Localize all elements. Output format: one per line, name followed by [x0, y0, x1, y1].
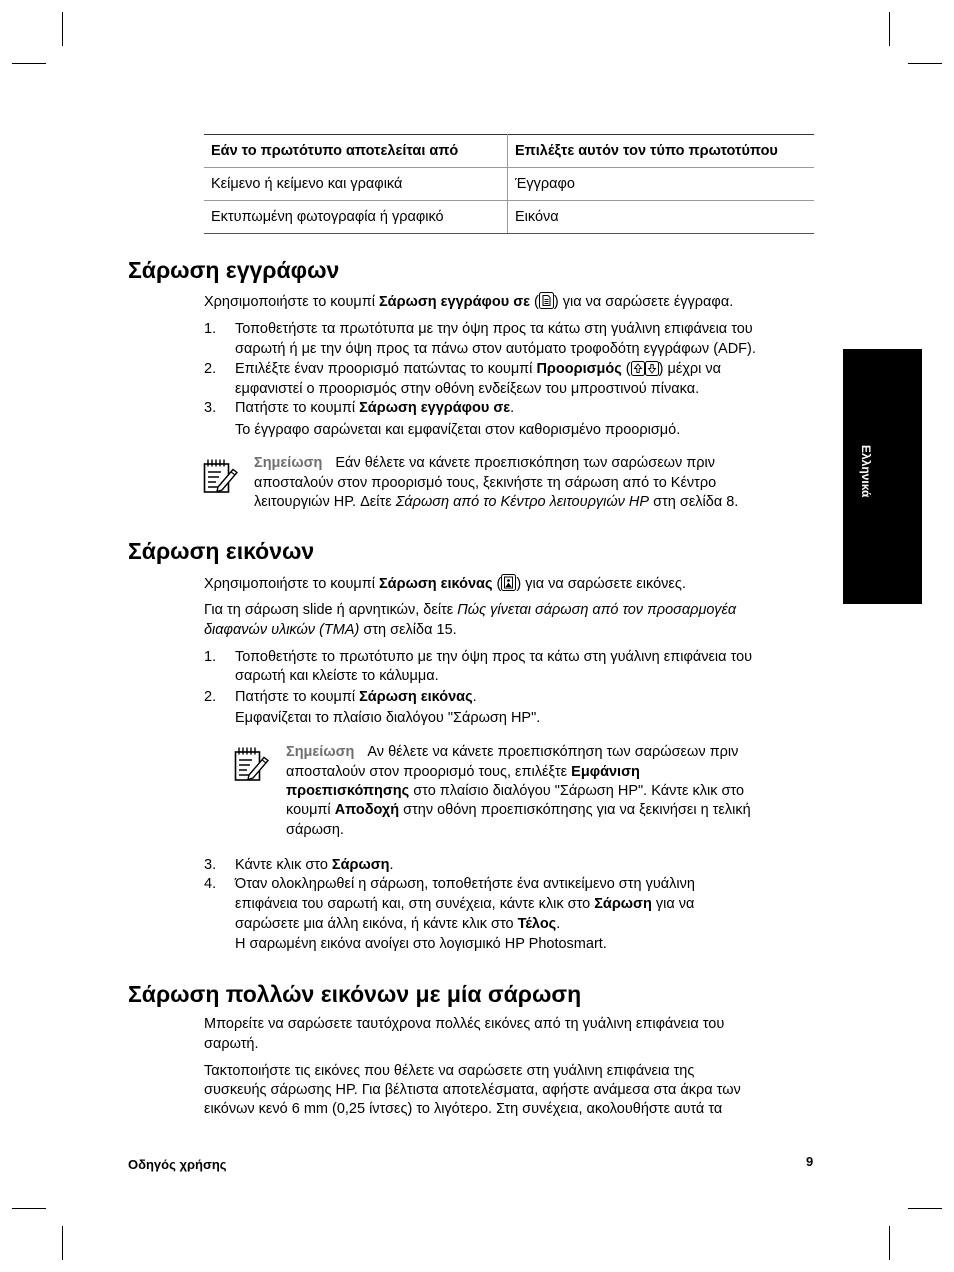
step-number: 3.: [204, 857, 217, 873]
note-label: Σημείωση: [286, 744, 355, 760]
language-label: Ελληνικά: [859, 445, 873, 498]
note-icon: [234, 745, 270, 782]
language-side-tab: [843, 349, 922, 604]
page-number: 9: [806, 1154, 814, 1169]
crop-mark-bottom-right-horizontal: [908, 1208, 942, 1209]
button-name: Προορισμός: [536, 361, 622, 377]
tma-text: στη σελίδα 15.: [359, 622, 457, 638]
button-name: Σάρωση εγγράφου σε: [378, 294, 531, 310]
note-text: [254, 453, 715, 473]
scan-picture-icon: [501, 574, 516, 591]
tma-text: Για τη σάρωση slide ή αρνητικών, δείτε: [204, 602, 458, 618]
step-text-segment: Τοποθετήστε το πρωτότυπο με την όψη προς τα κάτω στη γυάλινη επιφάνεια του: [235, 649, 753, 665]
cross-reference-link[interactable]: Πώς γίνεται σάρωση από τον προσαρμογέα: [457, 602, 737, 618]
step-text-segment: σαρωτή ή με την όψη προς τα πάνω στον αυτόματο τροφοδότη εγγράφων (ADF).: [235, 341, 756, 357]
destination-down-icon: [645, 361, 659, 376]
table-cell: Κείμενο ή κείμενο και γραφικά: [204, 168, 508, 201]
step-text-segment: εμφανιστεί ο προορισμός στην οθόνη ενδείξεων του μπροστινού πίνακα.: [235, 381, 700, 397]
step-text: [235, 666, 439, 686]
step-text-segment: για να: [651, 896, 695, 912]
note-text: [286, 800, 751, 820]
step-number: 2.: [204, 689, 217, 705]
step-text-segment: ) μέχρι να: [658, 361, 722, 377]
table-header: Εάν το πρωτότυπο αποτελείται από: [204, 135, 508, 168]
footer-guide-title: Οδηγός χρήσης: [128, 1157, 227, 1172]
paragraph-line: εικόνων κενό 6 mm (0,25 ίντσες) το λιγότερο. Στη συνέχεια, ακολουθήστε αυτά τα: [204, 1101, 723, 1117]
step-text: [235, 319, 753, 339]
table-cell: Εικόνα: [508, 201, 815, 234]
note-text: [286, 742, 738, 762]
note-text-segment: στην οθόνη προεπισκόπησης για να ξεκινήσει η τελική: [399, 802, 751, 818]
table-header-row: [204, 135, 814, 168]
step-text-segment: (: [621, 361, 631, 377]
cross-reference-link[interactable]: Σάρωση από το Κέντρο λειτουργιών HP: [395, 494, 650, 510]
crop-mark-bottom-left-vertical: [62, 1226, 63, 1260]
step-text: [235, 647, 752, 667]
crop-mark-bottom-right-vertical: [889, 1226, 890, 1260]
note-icon: [203, 457, 239, 494]
note-text: [286, 762, 640, 782]
step-text-segment: .: [472, 689, 477, 705]
note-text-segment: αποσταλούν στον προορισμό τους, ξεκινήστε τη σάρωση από το Κέντρο: [254, 475, 717, 491]
step-result: Η σαρωμένη εικόνα ανοίγει στο λογισμικό HP Photosmart.: [235, 936, 607, 952]
scan-documents-intro: [204, 292, 733, 312]
step-text: [235, 398, 514, 418]
crop-mark-top-left-vertical: [62, 12, 63, 46]
note-text-segment: σάρωση.: [286, 822, 344, 838]
note-label: Σημείωση: [254, 455, 323, 471]
original-type-table: [204, 134, 814, 234]
table-row: [204, 168, 814, 201]
step-text-segment: Επιλέξτε έναν προορισμό πατώντας το κουμπί: [235, 361, 537, 377]
step-text-segment: .: [389, 857, 394, 873]
paragraph-line: Τακτοποιήστε τις εικόνες που θέλετε να σαρώσετε στη γυάλινη επιφάνεια της: [204, 1063, 695, 1079]
step-text: [235, 874, 695, 894]
paragraph-line: Μπορείτε να σαρώσετε ταυτόχρονα πολλές εικόνες από τη γυάλινη επιφάνεια του: [204, 1016, 725, 1032]
step-text-segment: Όταν ολοκληρωθεί η σάρωση, τοποθετήστε ένα αντικείμενο στη γυάλινη: [235, 876, 695, 892]
paragraph-line: συσκευής σάρωσης HP. Για βέλτιστα αποτελέσματα, αφήστε ανάμεσα στα άκρα των: [204, 1082, 741, 1098]
button-name: Τέλος: [517, 916, 557, 932]
note-text-segment: στη σελίδα 8.: [649, 494, 739, 510]
step-number: 1.: [204, 321, 217, 337]
intro-text: (: [530, 294, 539, 310]
step-text: [235, 894, 694, 914]
table-row: [204, 201, 814, 234]
step-text: [235, 359, 721, 379]
note-text-segment: λειτουργιών HP. Δείτε: [254, 494, 396, 510]
intro-text: ) για να σαρώσετε έγγραφα.: [553, 294, 734, 310]
cross-reference-link[interactable]: διαφανών υλικών (TMA): [204, 622, 360, 638]
step-text-segment: .: [510, 400, 515, 416]
tma-reference: [204, 620, 457, 640]
step-text-segment: σαρωτή και κλείστε το κάλυμμα.: [235, 668, 439, 684]
step-text: [235, 379, 699, 399]
step-text: [235, 339, 756, 359]
step-text-segment: Κάντε κλικ στο: [235, 857, 332, 873]
note-text: [254, 473, 716, 493]
button-name: Σάρωση: [594, 896, 652, 912]
intro-text: Χρησιμοποιήστε το κουμπί: [204, 294, 379, 310]
option-name: Εμφάνιση: [571, 764, 640, 780]
step-text: [235, 687, 477, 707]
step-result: Το έγγραφο σαρώνεται και εμφανίζεται στον καθορισμένο προορισμό.: [235, 422, 681, 438]
step-text: [235, 855, 394, 875]
step-text-segment: Πατήστε το κουμπί: [235, 400, 360, 416]
section-title-scan-multiple: Σάρωση πολλών εικόνων με μία σάρωση: [128, 981, 582, 1007]
button-name: Σάρωση εγγράφου σε: [359, 400, 511, 416]
button-name: Αποδοχή: [334, 802, 400, 818]
step-number: 1.: [204, 649, 217, 665]
step-text: [235, 914, 560, 934]
table-header: Επιλέξτε αυτόν τον τύπο πρωτοτύπου: [508, 135, 815, 168]
step-number: 4.: [204, 876, 217, 892]
note-text: [286, 781, 744, 801]
crop-mark-bottom-left-horizontal: [12, 1208, 46, 1209]
button-name: Σάρωση εικόνας: [359, 689, 473, 705]
scan-pictures-intro: [204, 574, 686, 594]
note-text-segment: αποσταλούν στον προορισμό τους, επιλέξτε: [286, 764, 572, 780]
intro-text: ) για να σαρώσετε εικόνες.: [516, 576, 686, 592]
note-text: [286, 820, 344, 840]
intro-text: (: [492, 576, 502, 592]
step-text-segment: Πατήστε το κουμπί: [235, 689, 360, 705]
step-number: 2.: [204, 361, 217, 377]
scan-document-to-icon: [539, 292, 554, 309]
step-result: Εμφανίζεται το πλαίσιο διαλόγου "Σάρωση HP".: [235, 710, 541, 726]
crop-mark-top-right-vertical: [889, 12, 890, 46]
step-number: 3.: [204, 400, 217, 416]
note-text: [254, 492, 738, 512]
step-text-segment: σαρώσετε μια άλλη εικόνα, ή κάντε κλικ στο: [235, 916, 518, 932]
note-text-segment: στο πλαίσιο διαλόγου "Σάρωση HP". Κάντε κλικ στο: [409, 783, 745, 799]
crop-mark-top-left-horizontal: [12, 63, 46, 64]
button-name: Σάρωση: [331, 857, 390, 873]
section-title-scan-documents: Σάρωση εγγράφων: [128, 257, 340, 283]
note-text-segment: κουμπί: [286, 802, 335, 818]
intro-text: Χρησιμοποιήστε το κουμπί: [204, 576, 379, 592]
table-cell: Έγγραφο: [508, 168, 815, 201]
button-name: Σάρωση εικόνας: [378, 576, 493, 592]
option-name: προεπισκόπησης: [286, 783, 410, 799]
crop-mark-top-right-horizontal: [908, 63, 942, 64]
note-text-segment: Αν θέλετε να κάνετε προεπισκόπηση των σαρώσεων πριν: [367, 744, 739, 760]
step-text-segment: .: [556, 916, 561, 932]
table-cell: Εκτυπωμένη φωτογραφία ή γραφικό: [204, 201, 508, 234]
destination-up-icon: [631, 361, 645, 376]
tma-reference: [204, 600, 736, 620]
paragraph-line: σαρωτή.: [204, 1036, 259, 1052]
note-text-segment: Εάν θέλετε να κάνετε προεπισκόπηση των σαρώσεων πριν: [335, 455, 715, 471]
step-text-segment: Τοποθετήστε τα πρωτότυπα με την όψη προς τα κάτω στη γυάλινη επιφάνεια του: [235, 321, 753, 337]
step-text-segment: επιφάνεια του σαρωτή και, στη συνέχεια, κάντε κλικ στο: [235, 896, 595, 912]
section-title-scan-pictures: Σάρωση εικόνων: [128, 538, 315, 564]
